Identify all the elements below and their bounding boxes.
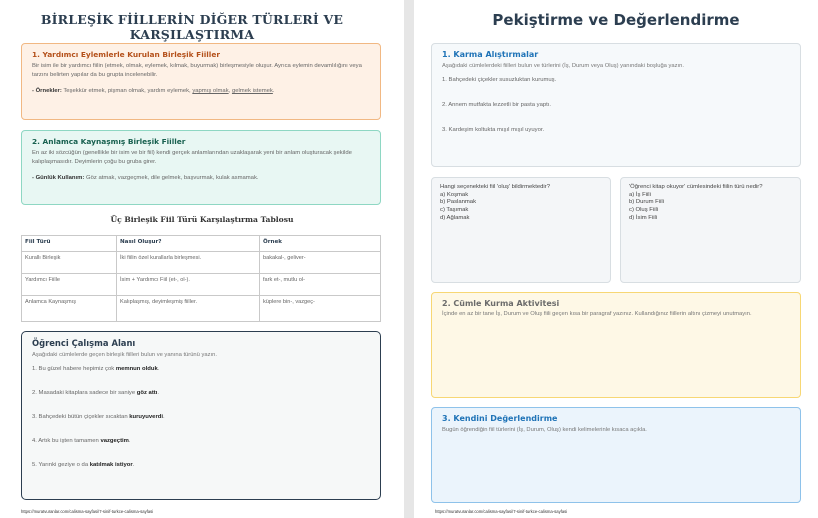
exercise-item[interactable]: 2. Annem mutfakta lezzetli bir pasta yaptı.	[442, 102, 552, 108]
multiple-choice-question	[620, 177, 801, 283]
question-text: 5. Yarınki geziye o da	[32, 462, 90, 468]
self-evaluation[interactable]	[431, 407, 801, 503]
section-heading: 1. Karma Alıştırmalar	[442, 50, 539, 59]
option[interactable]: b) Durum Fiili	[629, 199, 665, 206]
column-header: Nasıl Oluşur?	[117, 236, 260, 252]
question-end: .	[128, 438, 131, 444]
section-heading: 1. Yardımcı Eylemlerle Kurulan Birleşik Fiiller	[32, 50, 220, 59]
exercise-item[interactable]: 3. Kardeşim koltukta mışıl mışıl uyuyor.	[442, 127, 545, 133]
question-verb: kuruyuverdi	[129, 414, 163, 420]
student-work-area	[21, 331, 381, 500]
table-cell: Yardımcı Fiille	[22, 274, 117, 296]
example-underlined: yapmış olmak	[192, 88, 229, 94]
table-cell: İki fiilin özel kurallarla birleşmesi.	[117, 252, 260, 274]
column-header: Örnek	[260, 236, 381, 252]
section-fused-verbs	[21, 130, 381, 205]
table-cell: bakakal-, geliver-	[260, 252, 381, 274]
usage-label: - Günlük Kullanım:	[32, 175, 85, 181]
question-verb: katılmak istiyor	[89, 462, 133, 468]
table-row	[22, 296, 381, 322]
table-cell: fark et-, mutlu ol-	[260, 274, 381, 296]
sentence-building-activity[interactable]	[431, 292, 801, 398]
column-header: Fiil Türü	[22, 236, 117, 252]
question-end: .	[157, 390, 160, 396]
question-text: 2. Masadaki kitaplara sadece bir saniye	[32, 390, 137, 396]
question-verb: memnun olduk	[115, 366, 158, 372]
study-question[interactable]	[32, 390, 370, 414]
option[interactable]: a) Koşmak	[440, 191, 469, 198]
table-cell: Kalıplaşmış, deyimleşmiş fiiller.	[117, 296, 260, 322]
table-title: Üç Birleşik Fiil Türü Karşılaştırma Tablosu	[110, 215, 294, 224]
option[interactable]: c) Oluş Fiili	[629, 207, 659, 214]
page-title: BİRLEŞİK FİİLLERİN DİĞER TÜRLERİ VE KARŞILAŞTIRMA	[40, 12, 344, 42]
left-page	[0, 0, 404, 518]
section-body: En az iki sözcüğün (genellikle bir isim ve bir fiil) kendi gerçek anlamlarından uzaklaşarak yeni bir anlam oluşturacak şekilde kalıplaşmasıdır. Deyimlerin çoğu bu gruba girer.	[32, 150, 352, 165]
table-cell: Kurallı Birleşik	[22, 252, 117, 274]
option[interactable]: d) İsim Fiili	[629, 214, 658, 221]
option[interactable]: b) Paslanmak	[440, 199, 477, 206]
table-cell: İsim + Yardımcı Fiil (et-, ol-).	[117, 274, 260, 296]
option[interactable]: c) Taşımak	[440, 207, 469, 214]
mixed-exercises	[431, 43, 801, 167]
question-text: 4. Artık bu işten tamamen	[32, 438, 101, 444]
study-question[interactable]	[32, 462, 370, 486]
table-row	[22, 274, 381, 296]
section-body: Bugün öğrendiğin fiil türlerini (İş, Durum, Oluş) kendi kelimelerinle kısaca açıkla.	[442, 427, 647, 433]
examples-text: Teşekkür etmek, pişman olmak, yardım eylemek,	[61, 88, 193, 94]
section-heading: 3. Kendini Değerlendirme	[442, 414, 558, 423]
usage-line	[32, 174, 370, 183]
study-heading: Öğrenci Çalışma Alanı	[32, 338, 136, 348]
example-underlined: gelmek istemek	[231, 88, 273, 94]
table-row	[22, 252, 381, 274]
table-header-row	[22, 236, 381, 252]
section-body: İçinde en az bir tane İş, Durum ve Oluş fiili geçen kısa bir paragraf yazınız. Kullandığınız fiillerin altını çizmeyi unutmayın.	[442, 311, 752, 317]
page-divider	[404, 0, 414, 518]
examples-end: .	[272, 88, 275, 94]
usage-text: Göz atmak, vazgeçmek, dile gelmek, başvurmak, kulak asmamak.	[84, 175, 259, 181]
study-question[interactable]	[32, 414, 370, 438]
question-text: 'Öğrenci kitap okuyor' cümlesindeki fiilin türü nedir?	[629, 184, 763, 190]
section-instruction: Aşağıdaki cümlelerdeki fiilleri bulun ve türlerini (İş, Durum veya Oluş) yanındaki boşluğa yazın.	[442, 63, 684, 69]
question-end: .	[157, 366, 160, 372]
study-instruction: Aşağıdaki cümlelerde geçen birleşik fiilleri bulun ve yanına türünü yazın.	[32, 352, 217, 358]
section-body: Bir isim ile bir yardımcı fiilin (etmek, olmak, eylemek, kılmak, buyurmak) birleşmesiyle oluşur. Ayrıca eylemin devamlılığını veya tarzını belirten yapılar da bu grupta incelenebilir.	[32, 63, 362, 78]
table-cell: Anlamca Kaynaşmış	[22, 296, 117, 322]
footer-url[interactable]: https://muratvuranlar.com/calisma-sayfasi/7-sinif-turkce-calisma-sayfasi	[435, 509, 568, 514]
question-verb: vazgeçtim	[100, 438, 129, 444]
examples-label: - Örnekler:	[32, 88, 62, 94]
comparison-table	[21, 235, 381, 322]
question-end: .	[162, 414, 165, 420]
question-verb: göz attı	[136, 390, 158, 396]
page-title: Pekiştirme ve Değerlendirme	[492, 11, 740, 29]
question-text: 1. Bu güzel habere hepimiz çok	[32, 366, 116, 372]
question-text: Hangi seçenekteki fiil 'oluş' bildirmektedir?	[440, 184, 550, 190]
examples-line	[32, 87, 370, 96]
examples-sep: ,	[228, 88, 232, 94]
option[interactable]: a) İş Fiili	[629, 191, 651, 198]
table-cell: küplere bin-, vazgeç-	[260, 296, 381, 322]
study-question[interactable]	[32, 366, 370, 390]
section-heading: 2. Cümle Kurma Aktivitesi	[442, 299, 560, 308]
multiple-choice-question	[431, 177, 611, 283]
section-heading: 2. Anlamca Kaynaşmış Birleşik Fiiller	[32, 137, 186, 146]
footer-url[interactable]: https://muratvuranlar.com/calisma-sayfasi/7-sinif-turkce-calisma-sayfasi	[21, 509, 154, 514]
question-text: 3. Bahçedeki bütün çiçekler sıcaktan	[32, 414, 130, 420]
question-end: .	[132, 462, 135, 468]
option[interactable]: d) Ağlamak	[440, 214, 470, 221]
exercise-item[interactable]: 1. Bahçedeki çiçekler susuzluktan kurumuş.	[442, 77, 557, 83]
study-question[interactable]	[32, 438, 370, 462]
section-auxiliary-verbs	[21, 43, 381, 120]
